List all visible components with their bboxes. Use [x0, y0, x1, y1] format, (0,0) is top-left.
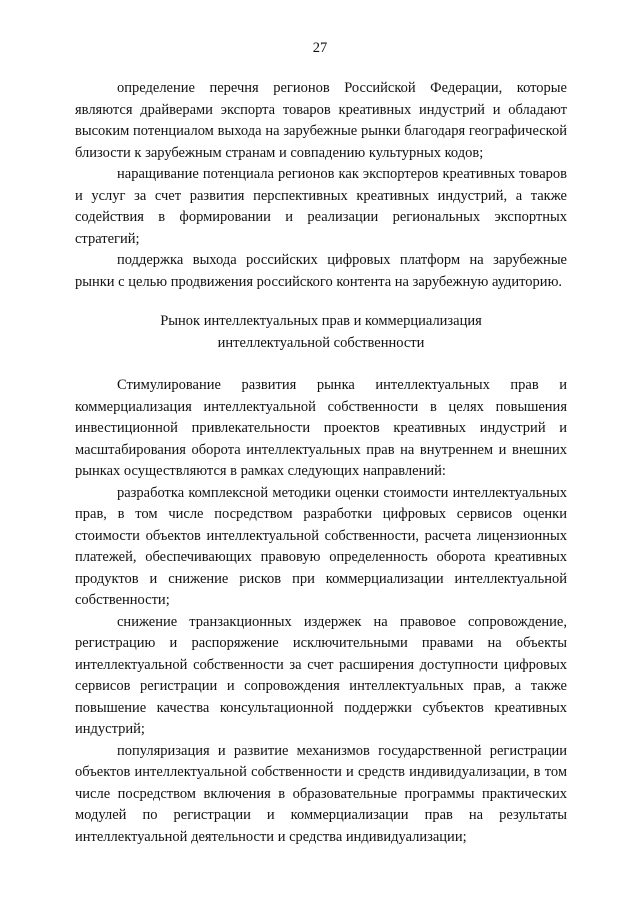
section-heading-line: Рынок интеллектуальных прав и коммерциализация — [160, 313, 482, 329]
document-body — [75, 78, 567, 848]
paragraph: разработка комплексной методики оценки стоимости интеллектуальных прав, в том числе посредством разработки цифровых сервисов оценки стоимости объектов интеллектуальной собственности, расчета лицензионных платежей, обеспечивающих правовую определенность оборота креативных продуктов и снижение рисков при коммерциализации интеллектуальной собственности; — [75, 484, 567, 608]
paragraph: снижение транзакционных издержек на правовое сопровождение, регистрацию и распоряжение исключительными правами на объекты интеллектуальной собственности за счет расширения доступности цифровых сервисов регистрации и сопровождения интеллектуальных прав, а также повышение качества консультационной поддержки субъектов креативных индустрий; — [75, 613, 567, 737]
spacer — [75, 354, 567, 375]
spacer — [75, 293, 567, 311]
paragraph: Стимулирование развития рынка интеллектуальных прав и коммерциализация интеллектуальной собственности в целях повышения инвестиционной привлекательности проектов креативных индустрий и масштабирования оборота интеллектуальных прав на внутреннем и внешних рынках осуществляются в рамках следующих направлений: — [75, 377, 567, 479]
page-number: 27 — [312, 40, 328, 56]
paragraph: популяризация и развитие механизмов государственной регистрации объектов интеллектуальной собственности и средств индивидуализации, в том числе посредством включения в образовательные программы практических модулей по регистрации и коммерциализации прав на результаты интеллектуальной деятельности и средства индивидуализации; — [75, 742, 567, 845]
paragraph: определение перечня регионов Российской Федерации, которые являются драйверами экспорта товаров креативных индустрий и обладают высоким потенциалом выхода на зарубежные рынки благодаря географической близости к зарубежным странам и совпадению культурных кодов; — [75, 80, 567, 161]
section-heading — [75, 311, 567, 354]
section-heading-line: интеллектуальной собственности — [217, 334, 425, 351]
paragraph: наращивание потенциала регионов как экспортеров креативных товаров и услуг за счет развития перспективных креативных индустрий, а также содействия в формировании и реализации региональных экспортных стратегий; — [75, 166, 567, 247]
paragraph: поддержка выхода российских цифровых платформ на зарубежные рынки с целью продвижения российского контента на зарубежную аудиторию. — [75, 252, 567, 290]
